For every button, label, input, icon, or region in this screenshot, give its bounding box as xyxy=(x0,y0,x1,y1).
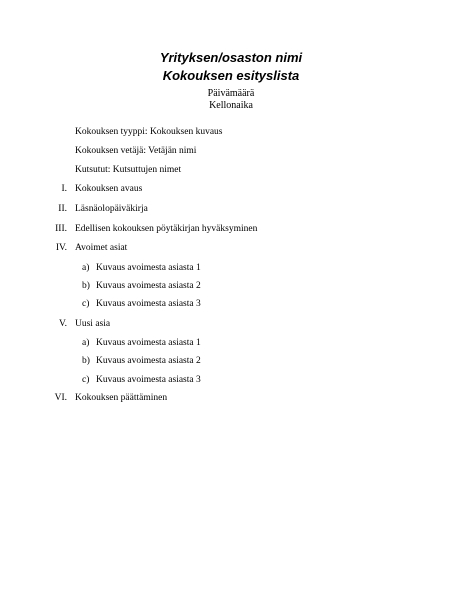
agenda-item-text: Läsnäolopäiväkirja xyxy=(75,204,148,214)
sub-item-text: Kuvaus avoimesta asiasta 1 xyxy=(96,338,201,348)
agenda-item-number: II. xyxy=(58,204,67,214)
meeting-time: Kellonaika xyxy=(209,100,253,111)
sub-item-letter: b) xyxy=(82,281,90,291)
sub-item-text: Kuvaus avoimesta asiasta 2 xyxy=(96,356,201,366)
agenda-title: Kokouksen esityslista xyxy=(162,68,300,83)
sub-item-letter: c) xyxy=(82,299,90,309)
agenda-item-number: VI. xyxy=(54,393,67,403)
sub-item-letter: a) xyxy=(82,263,90,273)
company-name: Yrityksen/osaston nimi xyxy=(159,50,303,65)
agenda-item-text: Avoimet asiat xyxy=(75,243,128,253)
sub-item-text: Kuvaus avoimesta asiasta 3 xyxy=(96,299,201,309)
sub-item-text: Kuvaus avoimesta asiasta 2 xyxy=(96,281,201,291)
agenda-item-text: Kokouksen avaus xyxy=(75,184,143,194)
meeting-date: Päivämäärä xyxy=(207,88,255,99)
agenda-item-text: Kokouksen päättäminen xyxy=(75,393,168,403)
sub-item-letter: a) xyxy=(82,338,90,348)
meeting-invited: Kutsutut: Kutsuttujen nimet xyxy=(75,165,182,175)
meeting-leader: Kokouksen vetäjä: Vetäjän nimi xyxy=(75,146,197,156)
agenda-item-number: III. xyxy=(55,224,67,234)
sub-item-text: Kuvaus avoimesta asiasta 1 xyxy=(96,263,201,273)
sub-item-text: Kuvaus avoimesta asiasta 3 xyxy=(96,375,201,385)
agenda-item-number: IV. xyxy=(55,243,67,253)
sub-item-letter: c) xyxy=(82,375,90,385)
agenda-item-text: Edellisen kokouksen pöytäkirjan hyväksyminen xyxy=(75,224,258,234)
meeting-type: Kokouksen tyyppi: Kokouksen kuvaus xyxy=(75,127,223,137)
agenda-item-number: I. xyxy=(61,184,67,194)
agenda-item-text: Uusi asia xyxy=(75,319,111,329)
agenda-item-number: V. xyxy=(58,319,67,329)
sub-item-letter: b) xyxy=(82,356,90,366)
